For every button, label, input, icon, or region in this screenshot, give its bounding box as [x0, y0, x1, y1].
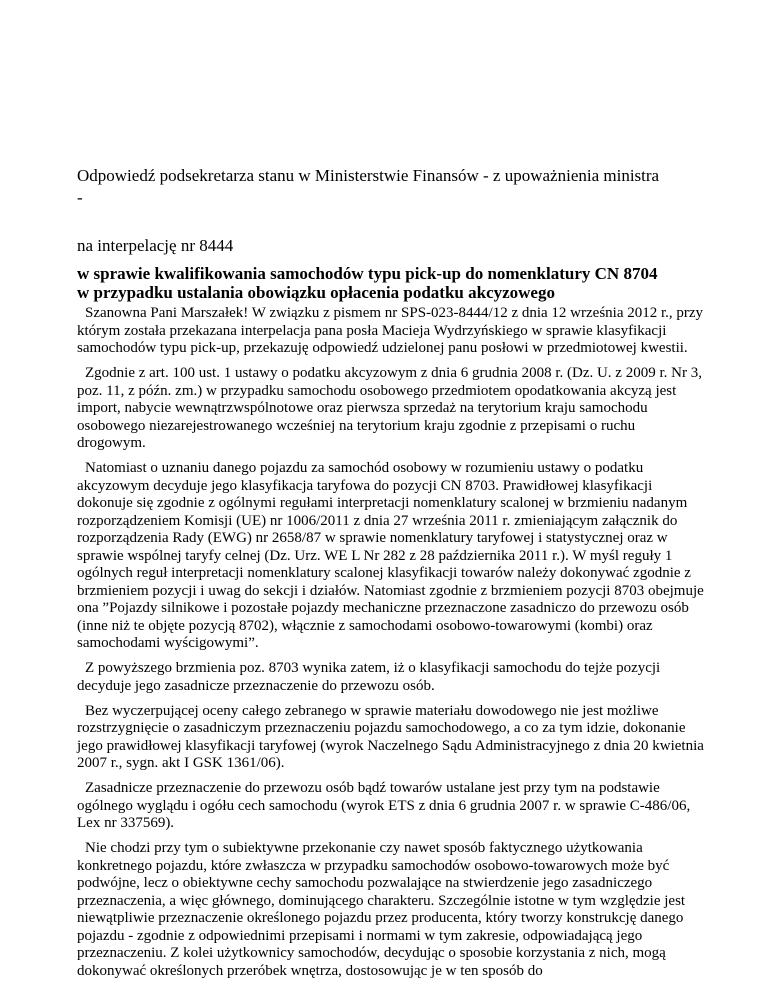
paragraph: Bez wyczerpującej oceny całego zebranego w sprawie materiału dowodowego nie jest możliwe rozstrzygnięcie o zasadniczym przeznaczeniu pojazdu samochodowego, a co za tym idzie, dokonanie jego prawidłowej klasyfikacji taryfowej (wyrok Naczelnego Sądu Administracyjnego z dnia 20 kwietnia 2007 r., sygn. akt I GSK 1361/06). [77, 702, 704, 771]
paragraph: Natomiast o uznaniu danego pojazdu za samochód osobowy w rozumieniu ustawy o podatku akcyzowym decyduje jego klasyfikacja taryfowa do pozycji CN 8703. Prawidłowej klasyfikacji dokonuje się zgodnie z ogólnymi regułami interpretacji nomenklatury scalonej w brzmieniu nadanym rozporządzeniem Komisji (UE) nr 1006/2011 z dnia 27 września 2011 r. zmieniającym załącznik do rozporządzenia Rady (EWG) nr 2658/87 w sprawie nomenklatury taryfowej i statystycznej oraz w sprawie wspólnej taryfy celnej (Dz. Urz. WE L Nr 282 z 28 października 2011 r.). W myśl reguły 1 ogólnych reguł interpretacji nomenklatury scalonej klasyfikacji towarów należy dokonywać zgodnie z brzmieniem pozycji i uwag do sekcji i działów. Natomiast zgodnie z brzmieniem pozycji 8703 obejmuje ona ”Pojazdy silnikowe i pozostałe pojazdy mechaniczne przeznaczone zasadniczo do przewozu osób (inne niż te objęte pozycją 8702), włącznie z samochodami osobowo-towarowymi (kombi) oraz samochodami wyścigowymi”. [77, 460, 704, 651]
paragraph: Szanowna Pani Marszałek! W związku z pismem nr SPS-023-8444/12 z dnia 12 września 2012 r., przy którym została przekazana interpelacja pana posła Macieja Wydrzyńskiego w sprawie klasyfikacji samochodów typu pick-up, przekazuję odpowiedź udzielonej panu posłowi w przedmiotowej kwestii. [77, 305, 704, 356]
paragraph: Zgodnie z art. 100 ust. 1 ustawy o podatku akcyzowym z dnia 6 grudnia 2008 r. (Dz. U. z 2009 r. Nr 3, poz. 11, z późn. zm.) w przypadku samochodu osobowego przedmiotem opodatkowania akcyzą jest import, nabycie wewnątrzwspólnotowe oraz pierwsza sprzedaż na terytorium kraju samochodu osobowego niezarejestrowanego wcześniej na terytorium kraju zgodnie z przepisami o ruchu drogowym. [77, 365, 702, 451]
document-heading-continuation: - [77, 188, 83, 207]
document-subject [77, 264, 657, 302]
paragraph: Nie chodzi przy tym o subiektywne przekonanie czy nawet sposób faktycznego użytkowania konkretnego pojazdu, które zwłaszcza w przypadku samochodów osobowo-towarowych może być podwójne, lecz o obiektywne cechy samochodu pozwalające na stwierdzenie jego zasadniczego przeznaczenia, a więc głównego, dominującego charakteru. Szczególnie istotne w tym względzie jest niewątpliwie przeznaczenie określonego pojazdu przez producenta, który tworzy konstrukcję danego pojazdu - zgodnie z odpowiednimi przepisami i normami w tym zakresie, odpowiadającą jego przeznaczeniu. Z kolei użytkownicy samochodów, decydując o sposobie korzystania z nich, mogą dokonywać określonych przeróbek wnętrza, dostosowując je w ten sposób do [77, 840, 686, 979]
subject-line-2: w przypadku ustalania obowiązku opłacenia podatku akcyzowego [77, 283, 555, 302]
subject-line-1: w sprawie kwalifikowania samochodów typu pick-up do nomenklatury CN 8704 [77, 264, 658, 283]
document-body [77, 305, 707, 988]
paragraph: Zasadnicze przeznaczenie do przewozu osób bądź towarów ustalane jest przy tym na podstawie ogólnego wyglądu i ogółu cech samochodu (wyrok ETS z dnia 6 grudnia 2007 r. w sprawie C-486/06, Lex nr 337569). [77, 780, 691, 831]
paragraph: Z powyższego brzmienia poz. 8703 wynika zatem, iż o klasyfikacji samochodu do tejże pozycji decyduje jego zasadnicze przeznaczenie do przewozu osób. [77, 660, 661, 694]
interpellation-number: na interpelację nr 8444 [77, 236, 234, 255]
document-heading: Odpowiedź podsekretarza stanu w Ministerstwie Finansów - z upoważnienia ministra [77, 166, 660, 185]
